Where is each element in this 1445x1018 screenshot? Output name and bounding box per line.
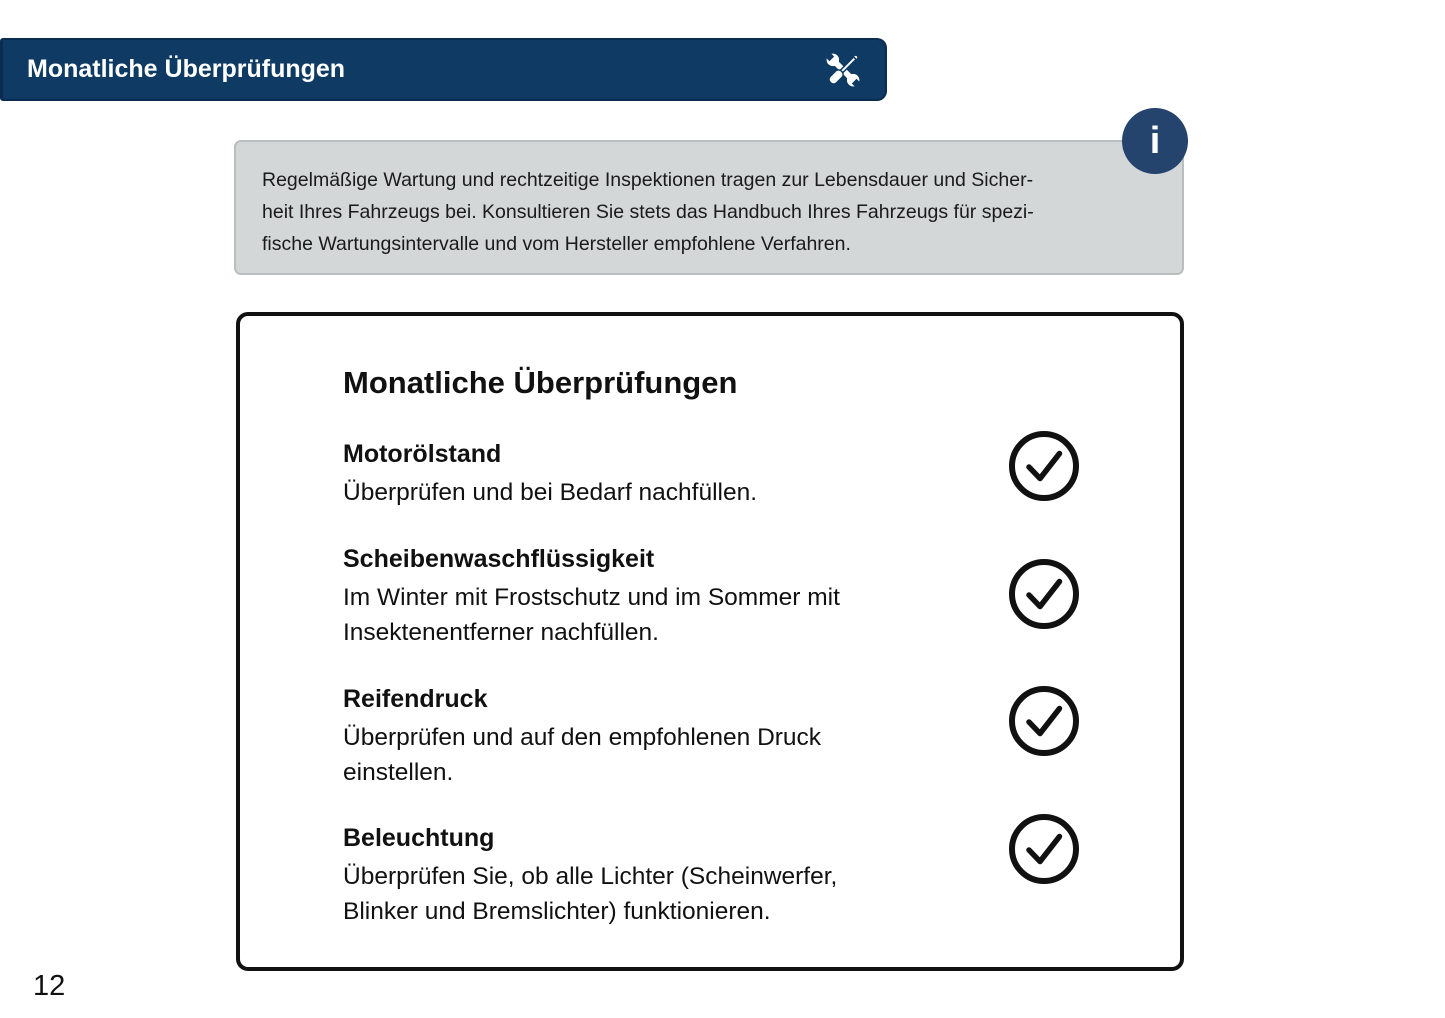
item-description-line: Blinker und Bremslichter) funktionieren. <box>343 898 771 925</box>
item-title: Motorölstand <box>343 440 502 468</box>
item-description-line: Überprüfen und bei Bedarf nachfüllen. <box>343 479 758 506</box>
check-icon <box>1009 431 1079 501</box>
page-number: 12 <box>33 970 66 1002</box>
monthly-checks-card <box>236 312 1184 971</box>
check-icon <box>1009 686 1079 756</box>
item-description-line: Insektenentferner nachfüllen. <box>343 619 659 646</box>
card-title: Monatliche Überprüfungen <box>343 365 738 400</box>
check-icon <box>1009 559 1079 629</box>
checklist-item-motoroelstand <box>343 439 963 510</box>
banner-text-line: Regelmäßige Wartung und rechtzeitige Inspektionen tragen zur Lebensdauer und Sicher- <box>262 169 1034 191</box>
section-header-bar <box>0 38 887 101</box>
item-title: Scheibenwaschflüssigkeit <box>343 545 655 573</box>
item-description-line: Überprüfen und auf den empfohlenen Druck <box>343 724 822 751</box>
section-header-title: Monatliche Überprüfungen <box>27 55 346 83</box>
item-description-line: Überprüfen Sie, ob alle Lichter (Scheinwerfer, <box>343 863 838 890</box>
banner-text-line: heit Ihres Fahrzeugs bei. Konsultieren Sie stets das Handbuch Ihres Fahrzeugs für spezi- <box>262 201 1034 223</box>
item-title: Beleuchtung <box>343 824 495 852</box>
maintenance-info-banner <box>234 140 1184 275</box>
check-icon <box>1009 814 1079 884</box>
info-icon[interactable] <box>1122 108 1188 174</box>
info-icon-label: i <box>1149 119 1161 162</box>
banner-text-line: fische Wartungsintervalle und vom Hersteller empfohlene Verfahren. <box>262 233 851 255</box>
checklist-item-reifendruck <box>343 684 963 790</box>
checklist-item-scheibenwaschfluessigkeit <box>343 544 963 650</box>
checklist-item-beleuchtung <box>343 823 963 929</box>
item-description-line: einstellen. <box>343 759 454 786</box>
item-description-line: Im Winter mit Frostschutz und im Sommer mit <box>343 584 840 611</box>
tools-icon <box>820 47 866 93</box>
item-title: Reifendruck <box>343 685 488 713</box>
